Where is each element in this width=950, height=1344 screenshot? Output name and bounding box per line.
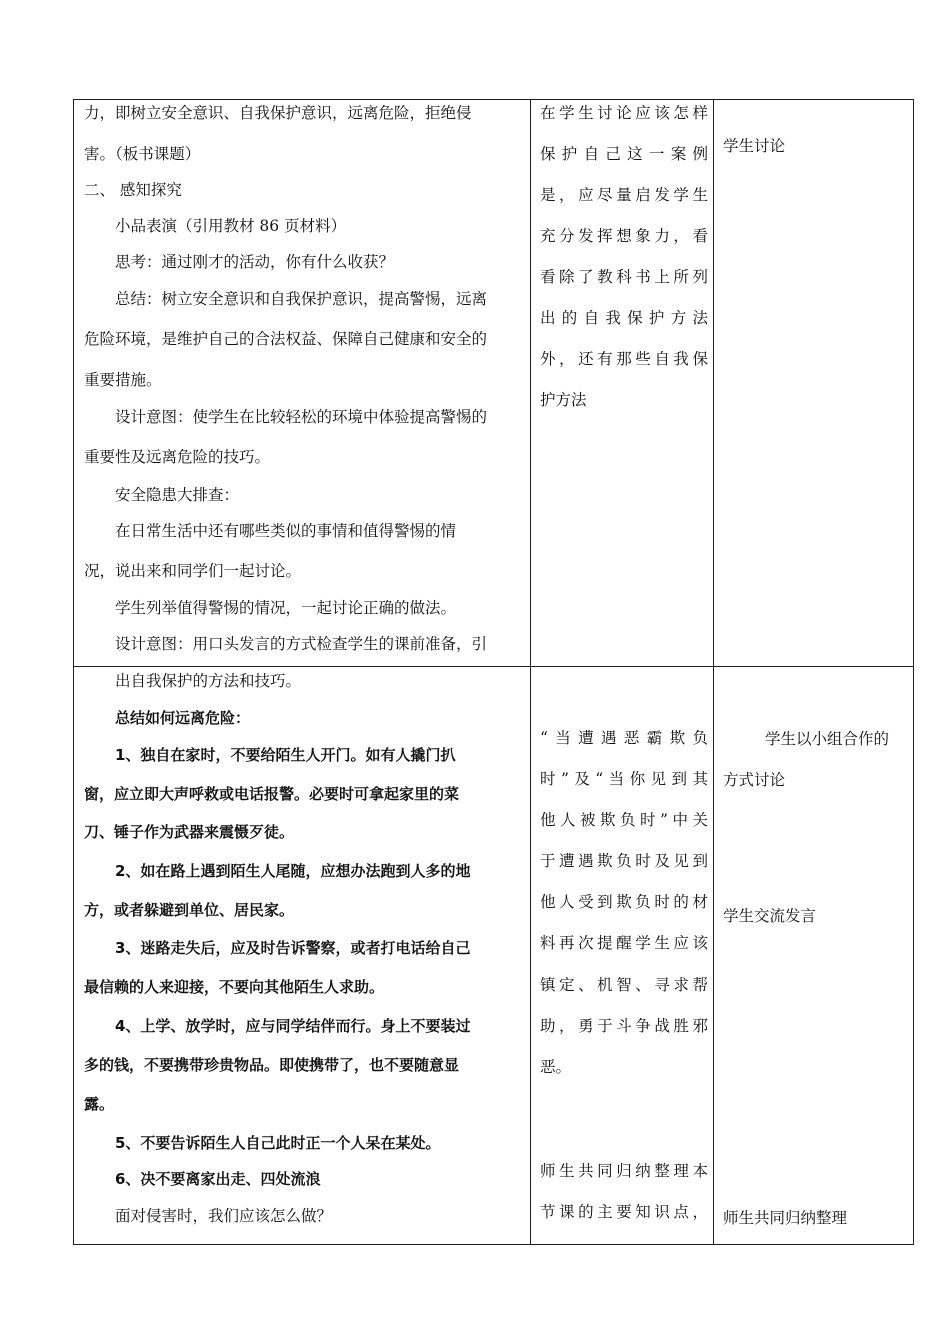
row1-col2-line: 出的自我保护方法	[540, 309, 708, 327]
row1-col2-line: 护方法	[540, 391, 587, 409]
row2-col2-line: 助，勇于斗争战胜邪	[540, 1017, 708, 1035]
row2-col1-line: 4、上学、放学时，应与同学结伴而行。身上不要装过	[115, 1017, 471, 1035]
row2-col3-text: 学生以小组合作的	[765, 730, 890, 748]
row1-col2-line: 充分发挥想象力，看	[540, 227, 708, 245]
row2-col1-line: 多的钱，不要携带珍贵物品。即使携带了，也不要随意显	[84, 1056, 460, 1074]
row2-col2-line: 他人被欺负时”中关	[540, 811, 708, 829]
row1-col1-line: 重要性及远离危险的技巧。	[84, 448, 271, 466]
row1-col2-line: 外，还有那些自我保	[540, 350, 708, 368]
row1-col1-line: 力，即树立安全意识、自我保护意识，远离危险，拒绝侵	[84, 104, 472, 122]
row2-col1-line: 6、决不要离家出走、四处流浪	[115, 1170, 321, 1188]
row2-col1-line: 方，或者躲避到单位、居民家。	[84, 901, 295, 919]
row1-col2-line: 在学生讨论应该怎样	[540, 104, 708, 122]
row2-col1-line: 5、不要告诉陌生人自己此时正一个人呆在某处。	[115, 1134, 441, 1152]
row2-col1-line: 2、如在路上遇到陌生人尾随，应想办法跑到人多的地	[115, 862, 471, 880]
row2-col1-line: 露。	[84, 1095, 115, 1113]
row1-col1-section-heading: 二、 感知探究	[84, 181, 182, 199]
row1-col1-line: 重要措施。	[84, 371, 162, 389]
row1-col3-text: 学生讨论	[723, 137, 786, 155]
row1-col1-line: 在日常生活中还有哪些类似的事情和值得警惕的情	[115, 522, 457, 540]
row2-col1-line: 出自我保护的方法和技巧。	[115, 672, 302, 690]
row2-col3-text: 学生交流发言	[723, 907, 817, 925]
table-left-border	[73, 99, 74, 1245]
row1-col1-line: 学生列举值得警惕的情况，一起讨论正确的做法。	[115, 599, 457, 617]
row1-col2-line: 看除了教科书上所列	[540, 268, 708, 286]
row2-col2-line: 时”及“当你见到其	[540, 770, 708, 788]
row1-col1-line: 设计意图：使学生在比较轻松的环境中体验提高警惕的	[115, 408, 488, 426]
row2-col2-line: 节课的主要知识点，	[540, 1203, 708, 1221]
row2-col1-line: 1、独自在家时，不要给陌生人开门。如有人撬门扒	[115, 746, 456, 764]
column-divider-2	[713, 99, 714, 1245]
column-divider-1	[530, 99, 531, 1245]
row2-col1-line: 窗，应立即大声呼救或电话报警。必要时可拿起家里的菜	[84, 785, 460, 803]
row2-col1-line: 最信赖的人来迎接，不要向其他陌生人求助。	[84, 978, 385, 996]
row2-col3-text: 师生共同归纳整理	[723, 1209, 848, 1227]
row1-col1-line: 设计意图：用口头发言的方式检查学生的课前准备，引	[115, 635, 488, 653]
row2-col3-text: 方式讨论	[723, 771, 786, 789]
row2-col1-line: 面对侵害时，我们应该怎么做？	[115, 1207, 333, 1225]
row1-col1-line: 况，说出来和同学们一起讨论。	[84, 562, 302, 580]
table-bottom-border	[73, 1244, 914, 1245]
row2-col2-line: 料再次提醒学生应该	[540, 934, 708, 952]
row1-col1-line: 思考：通过刚才的活动，你有什么收获？	[115, 253, 395, 271]
row1-col2-line: 是，应尽量启发学生	[540, 186, 708, 204]
table-right-border	[913, 99, 914, 1245]
row2-col1-heading: 总结如何远离危险：	[115, 709, 251, 727]
row2-col2-line: 他人受到欺负时的材	[540, 893, 708, 911]
row1-col1-line: 安全隐患大排查：	[115, 486, 240, 504]
row1-col1-line: 总结：树立安全意识和自我保护意识，提高警惕，远离	[115, 290, 488, 308]
row2-col2-line: 镇定、机智、寻求帮	[540, 976, 708, 994]
row2-col2-line: 师生共同归纳整理本	[540, 1162, 708, 1180]
row1-col1-line: 危险环境，是维护自己的合法权益、保障自己健康和安全的	[84, 330, 488, 348]
row1-col2-line: 保护自己这一案例	[540, 145, 708, 163]
row1-col1-line: 害。（板书课题）	[84, 145, 201, 163]
row2-col1-line: 刀、锤子作为武器来震慑歹徒。	[84, 823, 295, 841]
row2-col1-line: 3、迷路走失后，应及时告诉警察，或者打电话给自己	[115, 939, 471, 957]
row2-col2-line: 于遭遇欺负时及见到	[540, 852, 708, 870]
row2-col2-line: “当遭遇恶霸欺负	[540, 729, 708, 747]
row2-col2-line: 恶。	[540, 1058, 572, 1076]
row1-col1-line: 小品表演（引用教材 86 页材料）	[115, 217, 347, 235]
